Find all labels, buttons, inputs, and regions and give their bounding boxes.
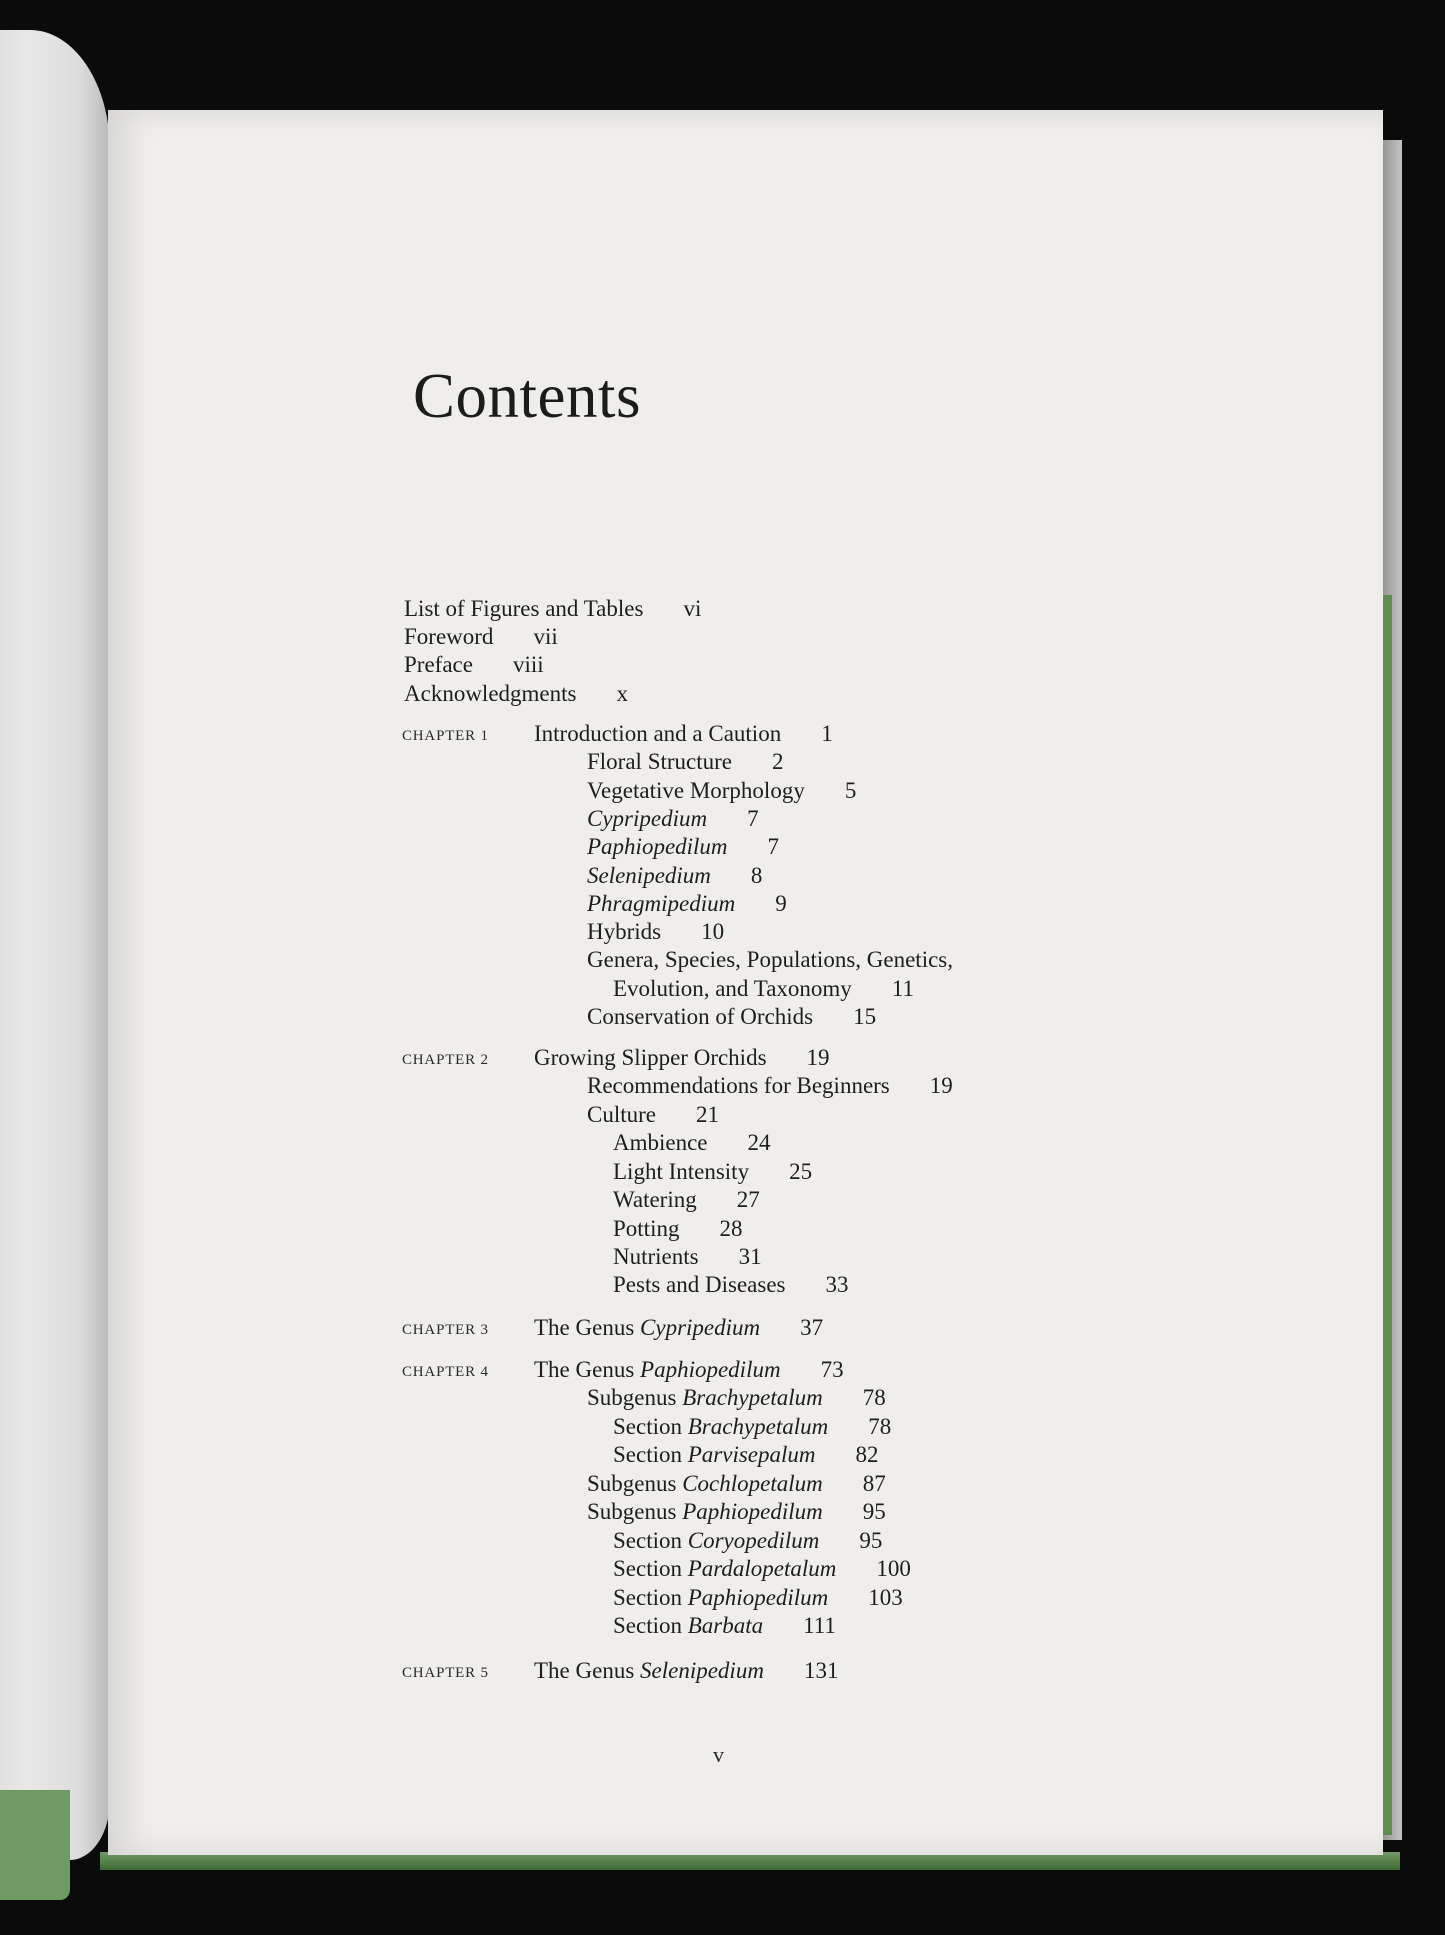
toc-entry: Vegetative Morphology 5 (587, 778, 857, 803)
chapter-title: The Genus Paphiopedilum 73 (534, 1357, 844, 1382)
toc-entry: Section Paphiopedilum 103 (613, 1585, 903, 1610)
toc-entry: Pests and Diseases 33 (613, 1272, 849, 1297)
page-number: v (713, 1742, 724, 1767)
toc-entry: Foreword vii (404, 624, 558, 649)
page-title: Contents (413, 361, 642, 431)
toc-entry: Section Brachypetalum 78 (613, 1414, 892, 1439)
chapter-title: Introduction and a Caution 1 (534, 721, 833, 746)
toc-entry: Conservation of Orchids 15 (587, 1004, 877, 1029)
toc-entry: Cypripedium 7 (587, 806, 759, 831)
chapter-label: CHAPTER 4 (402, 1364, 489, 1380)
toc-entry: Recommendations for Beginners 19 (587, 1073, 953, 1098)
toc-entry: Genera, Species, Populations, Genetics, (587, 947, 953, 972)
toc-entry: Preface viii (404, 652, 544, 677)
toc-entry: List of Figures and Tables vi (404, 596, 702, 621)
toc-entry: Subgenus Cochlopetalum 87 (587, 1471, 886, 1496)
toc-entry: Acknowledgments x (404, 681, 628, 706)
chapter-title: Growing Slipper Orchids 19 (534, 1045, 830, 1070)
toc-entry: Light Intensity 25 (613, 1159, 813, 1184)
chapter-title: The Genus Cypripedium 37 (534, 1315, 824, 1340)
toc-entry: Culture 21 (587, 1102, 719, 1127)
toc-entry: Section Barbata 111 (613, 1613, 836, 1638)
chapter-label: CHAPTER 3 (402, 1322, 489, 1338)
toc-entry: Hybrids 10 (587, 919, 725, 944)
toc-entry: Potting 28 (613, 1216, 743, 1241)
toc-entry: Subgenus Brachypetalum 78 (587, 1385, 886, 1410)
chapter-label: CHAPTER 1 (402, 728, 489, 744)
chapter-label: CHAPTER 2 (402, 1052, 489, 1068)
toc-entry: Section Coryopedilum 95 (613, 1528, 883, 1553)
toc-entry: Paphiopedilum 7 (587, 834, 780, 859)
toc-entry: Ambience 24 (613, 1130, 771, 1155)
toc-entry: Evolution, and Taxonomy 11 (613, 976, 914, 1001)
toc-entry: Section Pardalopetalum 100 (613, 1556, 911, 1581)
chapter-label: CHAPTER 5 (402, 1665, 489, 1681)
toc-entry: Selenipedium 8 (587, 863, 763, 888)
toc-entry: Watering 27 (613, 1187, 760, 1212)
chapter-title: The Genus Selenipedium 131 (534, 1658, 839, 1683)
toc-entry: Subgenus Paphiopedilum 95 (587, 1499, 886, 1524)
toc-entry: Nutrients 31 (613, 1244, 762, 1269)
toc-entry: Phragmipedium 9 (587, 891, 787, 916)
toc-entry: Floral Structure 2 (587, 749, 784, 774)
toc-entry: Section Parvisepalum 82 (613, 1442, 879, 1467)
